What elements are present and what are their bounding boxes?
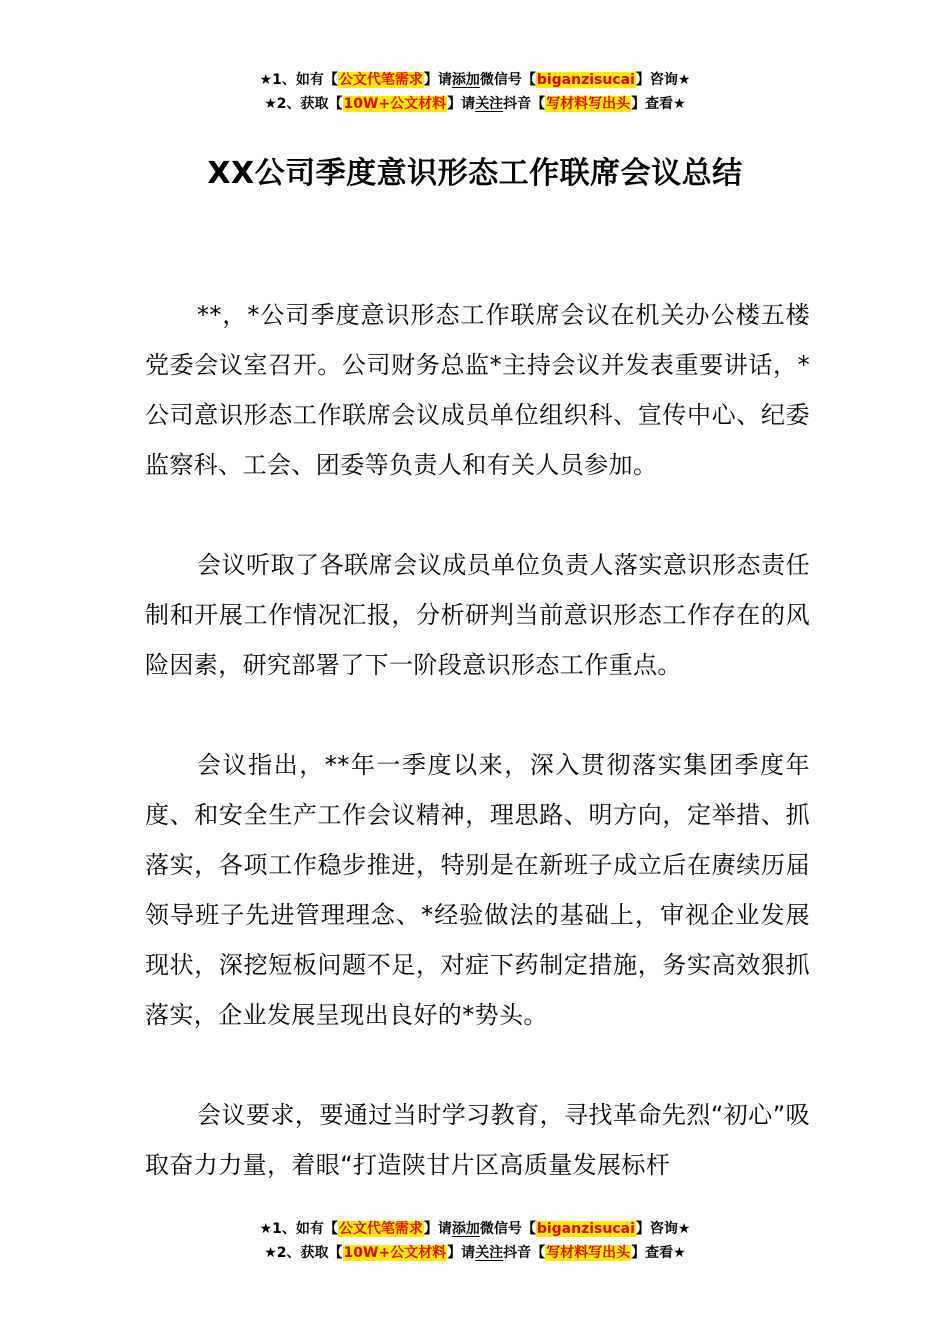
highlight-service: 公文代笔需求 <box>338 1221 423 1237</box>
paragraph: 会议听取了各联席会议成员单位负责人落实意识形态责任制和开展工作情况汇报，分析研判当前意识形态工作存在的风险因素，研究部署了下一阶段意识形态工作重点。 <box>145 551 810 679</box>
promo-line-2: ★2、获取【10W+公文材料】请关注抖音【写材料写出头】查看★ <box>264 1245 686 1261</box>
paragraph: **，*公司季度意识形态工作联席会议在机关办公楼五楼党委会议室召开。公司财务总监*主持会议并发表重要讲话，*公司意识形态工作联席会议成员单位组织科、宣传中心、纪委监察科、工会、团委等负责人和有关人员参加。 <box>145 301 810 479</box>
promo-line-2: ★2、获取【10W+公文材料】请关注抖音【写材料写出头】查看★ <box>264 96 686 112</box>
highlight-materials: 10W+公文材料 <box>343 96 447 112</box>
highlight-service: 公文代笔需求 <box>338 72 423 88</box>
highlight-douyin-id: 写材料写出头 <box>546 1245 631 1261</box>
highlight-douyin-id: 写材料写出头 <box>546 96 631 112</box>
paragraph: 会议指出，**年一季度以来，深入贯彻落实集团季度年度、和安全生产工作会议精神，理思路、明方向，定举措、抓落实，各项工作稳步推进，特别是在新班子成立后在赓续历届领导班子先进管理理念、*经验做法的基础上，审视企业发展现状，深挖短板问题不足，对症下药制定措施，务实高效狠抓落实，企业发展呈现出良好的*势头。 <box>145 751 810 1029</box>
document-body <box>145 290 810 1240</box>
promo-line-1: ★1、如有【公文代笔需求】请添加微信号【biganzisucai】咨询★ <box>259 72 691 88</box>
document-title: XX公司季度意识形态工作联席会议总结 <box>207 156 743 191</box>
promo-banner-top <box>0 68 950 116</box>
highlight-wechat-id: biganzisucai <box>536 72 635 88</box>
promo-banner-bottom <box>0 1217 950 1265</box>
promo-line-1: ★1、如有【公文代笔需求】请添加微信号【biganzisucai】咨询★ <box>259 1221 691 1237</box>
highlight-materials: 10W+公文材料 <box>343 1245 447 1261</box>
highlight-wechat-id: biganzisucai <box>536 1221 635 1237</box>
paragraph: 会议要求，要通过当时学习教育，寻找革命先烈“初心”吸取奋力力量，着眼“打造陕甘片区高质量发展标杆 <box>145 1101 810 1179</box>
